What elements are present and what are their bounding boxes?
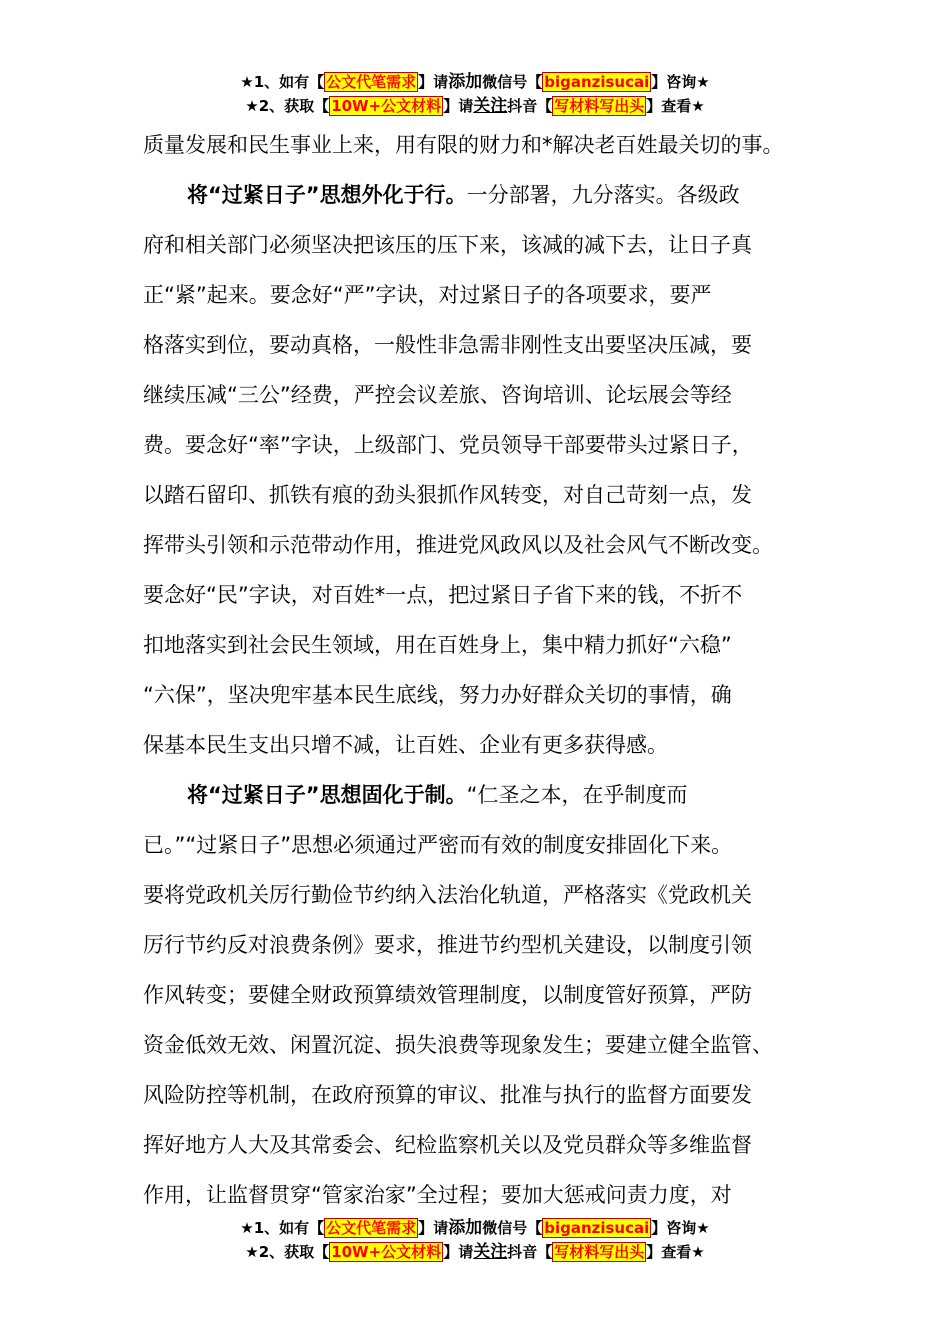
ad-text: 】请 (418, 73, 449, 91)
ad-text: 】咨询★ (651, 1219, 710, 1237)
ad-highlight-wechat-id: biganzisucai (544, 1219, 650, 1237)
text-line: 继续压减“三公”经费，严控会议差旅、咨询培训、论坛展会等经 (143, 383, 732, 407)
ad-highlight-douyin: 写材料写出头 (554, 97, 645, 115)
star-icon: ★ (245, 97, 259, 115)
ad-text: 】咨询★ (651, 73, 710, 91)
document-body (143, 120, 833, 1220)
text-line: “六保”，坚决兜牢基本民生底线，努力办好群众关切的事情，确 (143, 683, 732, 707)
header-ad-line-2 (0, 94, 950, 119)
text-line: 以踏石留印、抓铁有痕的劲头狠抓作风转变，对自己苛刻一点，发 (143, 483, 752, 507)
ad-text: 2、获取【 (258, 1243, 330, 1261)
ad-text: 添加 (448, 1218, 483, 1238)
text-run: 一分部署，九分落实。各级政 (466, 183, 740, 207)
paragraph-heading: 将“过紧日子”思想固化于制。 (187, 783, 467, 807)
ad-text: 1、如有【 (253, 73, 325, 91)
text-line: 已。”“过紧日子”思想必须通过严密而有效的制度安排固化下来。 (143, 833, 733, 857)
text-line: 要念好“民”字诀，对百姓*一点，把过紧日子省下来的钱，不折不 (143, 583, 743, 607)
ad-text: 抖音【 (507, 1243, 553, 1261)
text-line: 挥带头引领和示范带动作用，推进党风政风以及社会风气不断改变。 (143, 533, 773, 557)
ad-text: 微信号【 (482, 1219, 543, 1237)
ad-highlight-douyin: 写材料写出头 (554, 1243, 645, 1261)
ad-highlight-wechat-id: biganzisucai (544, 73, 650, 91)
text-line: 作风转变；要健全财政预算绩效管理制度，以制度管好预算，严防 (143, 983, 752, 1007)
ad-text: 】查看★ (646, 97, 705, 115)
text-line: 要将党政机关厉行勤俭节约纳入法治化轨道，严格落实《党政机关 (143, 883, 752, 907)
ad-highlight: 10W+公文材料 (331, 97, 442, 115)
text-line: 资金低效无效、闲置沉淀、损失浪费等现象发生；要建立健全监管、 (143, 1033, 773, 1057)
text-line: 质量发展和民生事业上来，用有限的财力和*解决老百姓最关切的事。 (143, 133, 784, 157)
header-ad-line-1 (0, 70, 950, 95)
ad-text: 抖音【 (507, 97, 553, 115)
paragraph-start (143, 770, 833, 820)
ad-highlight: 公文代笔需求 (326, 1219, 417, 1237)
ad-text: 2、获取【 (258, 97, 330, 115)
ad-text: 微信号【 (482, 73, 543, 91)
text-line: 风险防控等机制，在政府预算的审议、批准与执行的监督方面要发 (143, 1083, 752, 1107)
text-line: 府和相关部门必须坚决把该压的压下来，该减的减下去，让日子真 (143, 233, 752, 257)
text-line: 厉行节约反对浪费条例》要求，推进节约型机关建设，以制度引领 (143, 933, 752, 957)
ad-highlight: 公文代笔需求 (326, 73, 417, 91)
text-line: 作用，让监督贯穿“管家治家”全过程；要加大惩戒问责力度，对 (143, 1183, 732, 1207)
ad-text: 关注 (473, 96, 508, 116)
footer-ad-line-2 (0, 1240, 950, 1265)
ad-text: 】请 (443, 1243, 474, 1261)
star-icon: ★ (240, 1219, 254, 1237)
footer-ad-line-1 (0, 1216, 950, 1241)
paragraph-start (143, 170, 833, 220)
text-line: 格落实到位，要动真格，一般性非急需非刚性支出要坚决压减，要 (143, 333, 752, 357)
ad-text: 】查看★ (646, 1243, 705, 1261)
star-icon: ★ (245, 1243, 259, 1261)
star-icon: ★ (240, 73, 254, 91)
ad-text: 】请 (418, 1219, 449, 1237)
paragraph-heading: 将“过紧日子”思想外化于行。 (187, 183, 467, 207)
text-line: 保基本民生支出只增不减，让百姓、企业有更多获得感。 (143, 733, 668, 757)
ad-text: 】请 (443, 97, 474, 115)
ad-text: 关注 (473, 1242, 508, 1262)
ad-text: 添加 (448, 72, 483, 92)
text-line: 正“紧”起来。要念好“严”字诀，对过紧日子的各项要求，要严 (143, 283, 712, 307)
text-line: 费。要念好“率”字诀，上级部门、党员领导干部要带头过紧日子， (143, 433, 753, 457)
text-line: 扣地落实到社会民生领域，用在百姓身上，集中精力抓好“六稳” (143, 633, 732, 657)
text-run: “仁圣之本，在乎制度而 (466, 783, 688, 807)
text-line: 挥好地方人大及其常委会、纪检监察机关以及党员群众等多维监督 (143, 1133, 752, 1157)
ad-text: 1、如有【 (253, 1219, 325, 1237)
ad-highlight: 10W+公文材料 (331, 1243, 442, 1261)
